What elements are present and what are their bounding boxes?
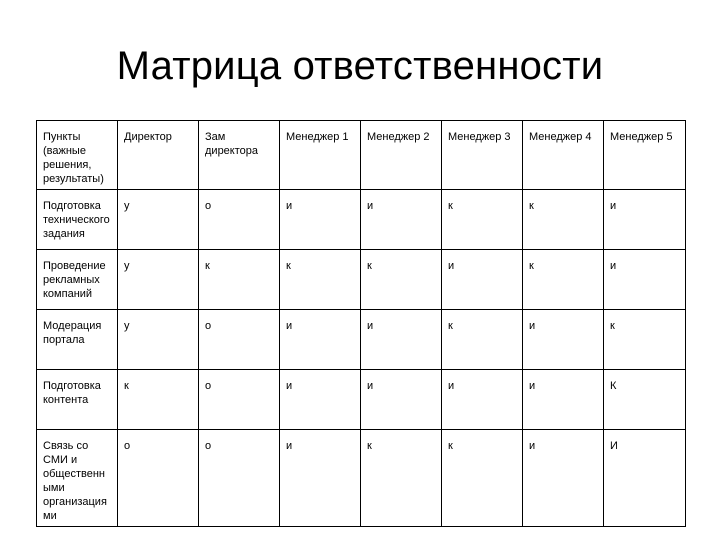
responsibility-cell: о xyxy=(199,310,280,370)
responsibility-cell: о xyxy=(118,430,199,527)
table-header-row xyxy=(37,121,686,190)
responsibility-cell: и xyxy=(280,310,361,370)
responsibility-cell: о xyxy=(199,370,280,430)
responsibility-cell: к xyxy=(442,190,523,250)
responsibility-cell: к xyxy=(361,250,442,310)
header-cell-role: Менеджер 2 xyxy=(361,121,442,190)
responsibility-cell: И xyxy=(604,430,686,527)
responsibility-matrix xyxy=(36,120,686,527)
header-cell-role: Зам директора xyxy=(199,121,280,190)
table-row xyxy=(37,430,686,527)
responsibility-cell: и xyxy=(361,190,442,250)
responsibility-cell: к xyxy=(442,430,523,527)
header-cell-role: Менеджер 3 xyxy=(442,121,523,190)
responsibility-cell: и xyxy=(442,370,523,430)
row-label-cell: Подготовка технического задания xyxy=(37,190,118,250)
header-cell-items: Пункты (важные решения, результаты) xyxy=(37,121,118,190)
responsibility-cell: к xyxy=(361,430,442,527)
responsibility-cell: и xyxy=(280,430,361,527)
responsibility-cell: и xyxy=(523,370,604,430)
responsibility-cell: К xyxy=(604,370,686,430)
table-row xyxy=(37,190,686,250)
responsibility-cell: и xyxy=(604,250,686,310)
slide-title: Матрица ответственности xyxy=(116,44,604,88)
row-label-cell: Подготовка контента xyxy=(37,370,118,430)
row-label-cell: Проведение рекламных компаний xyxy=(37,250,118,310)
responsibility-cell: к xyxy=(118,370,199,430)
responsibility-cell: и xyxy=(442,250,523,310)
responsibility-cell: и xyxy=(361,310,442,370)
responsibility-cell: у xyxy=(118,250,199,310)
table-row xyxy=(37,250,686,310)
responsibility-cell: к xyxy=(442,310,523,370)
responsibility-cell: к xyxy=(199,250,280,310)
responsibility-cell: и xyxy=(604,190,686,250)
responsibility-cell: о xyxy=(199,430,280,527)
responsibility-cell: к xyxy=(523,250,604,310)
header-cell-role: Директор xyxy=(118,121,199,190)
responsibility-cell: и xyxy=(361,370,442,430)
responsibility-cell: у xyxy=(118,310,199,370)
responsibility-cell: и xyxy=(523,430,604,527)
responsibility-cell: к xyxy=(523,190,604,250)
responsibility-cell: и xyxy=(523,310,604,370)
responsibility-cell: и xyxy=(280,370,361,430)
header-cell-role: Менеджер 5 xyxy=(604,121,686,190)
table-row xyxy=(37,370,686,430)
responsibility-cell: к xyxy=(280,250,361,310)
responsibility-cell: к xyxy=(604,310,686,370)
row-label-cell: Связь со СМИ и общественными организациями xyxy=(37,430,118,527)
table-row xyxy=(37,310,686,370)
responsibility-cell: о xyxy=(199,190,280,250)
row-label-cell: Модерация портала xyxy=(37,310,118,370)
header-cell-role: Менеджер 1 xyxy=(280,121,361,190)
header-cell-role: Менеджер 4 xyxy=(523,121,604,190)
responsibility-cell: у xyxy=(118,190,199,250)
responsibility-cell: и xyxy=(280,190,361,250)
